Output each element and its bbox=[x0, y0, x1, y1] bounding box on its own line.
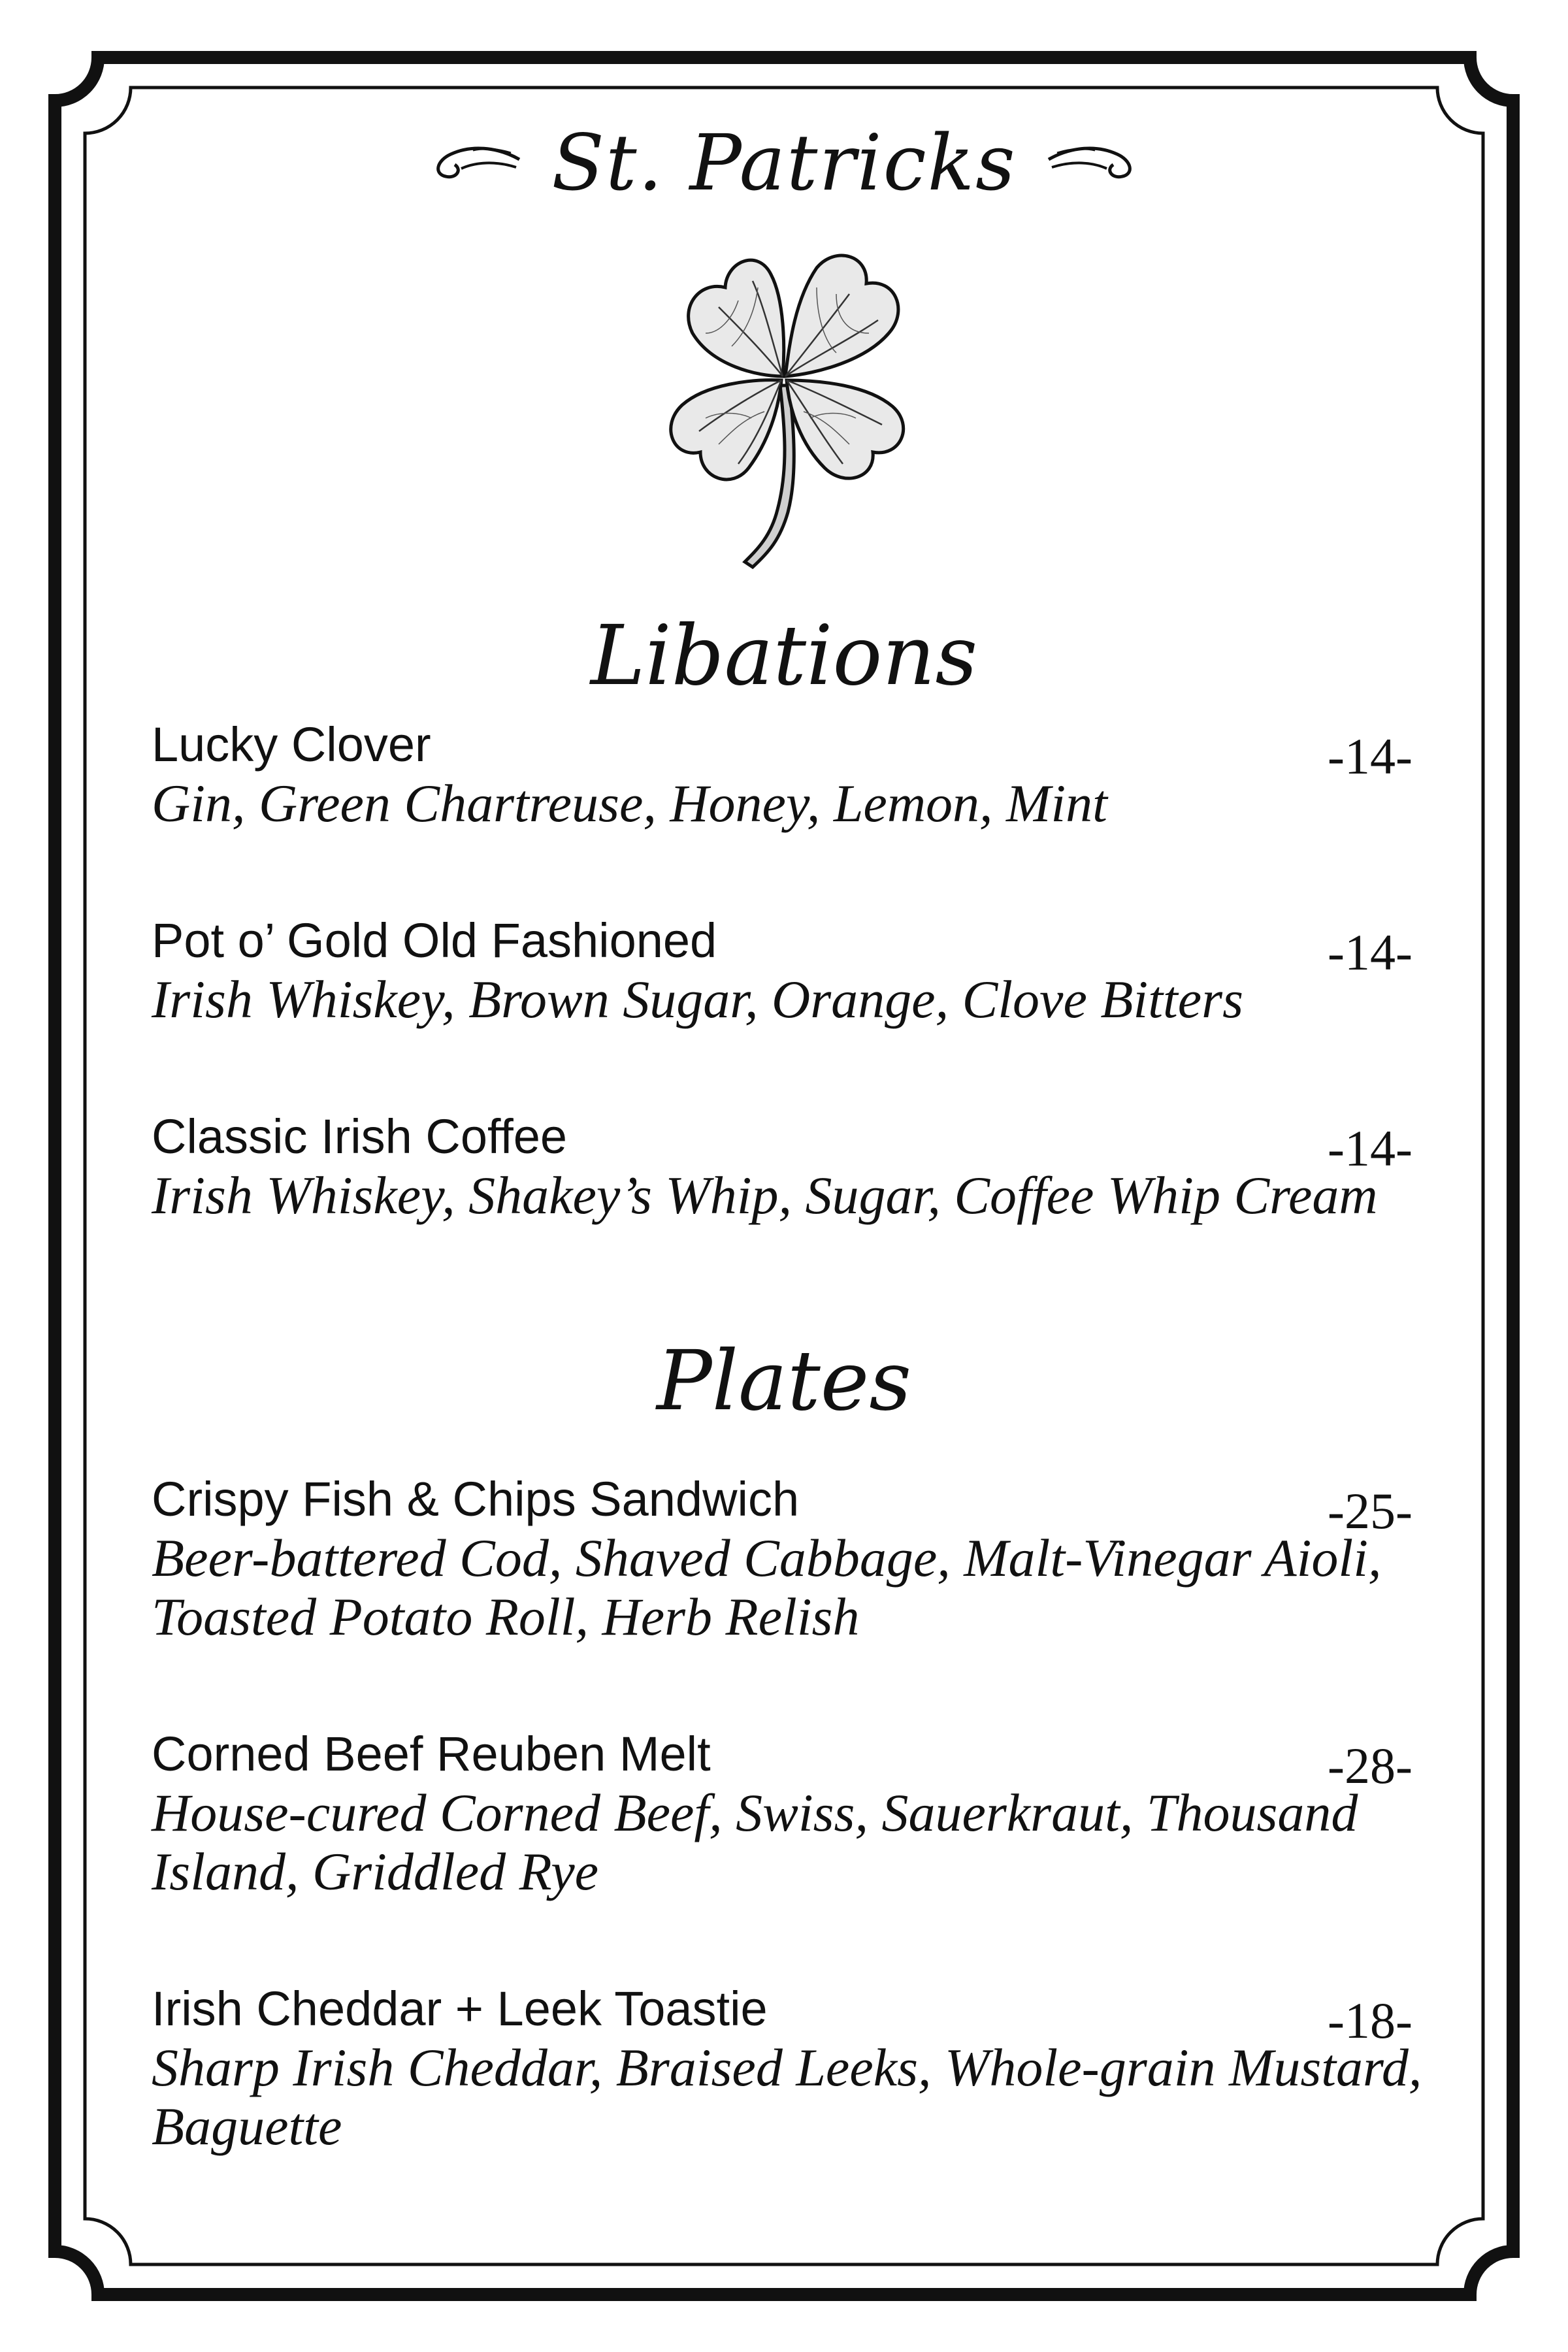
item-description: Sharp Irish Cheddar, Braised Leeks, Whole-grain Mustard, Baguette bbox=[152, 2038, 1422, 2156]
menu-item bbox=[152, 1725, 1426, 1901]
scroll-flourish-right-icon bbox=[1045, 133, 1143, 192]
section-heading-libations: Libations bbox=[590, 608, 978, 704]
menu-title: St. Patricks bbox=[551, 118, 1017, 208]
title-row bbox=[0, 118, 1568, 208]
four-leaf-clover-icon bbox=[640, 222, 928, 588]
item-description: Beer-battered Cod, Shaved Cabbage, Malt-Vinegar Aioli, Toasted Potato Roll, Herb Relish bbox=[152, 1528, 1382, 1646]
item-price: -28- bbox=[1328, 1737, 1413, 1794]
menu-item bbox=[152, 715, 1426, 833]
item-price: -25- bbox=[1328, 1482, 1413, 1539]
item-description: Irish Whiskey, Shakey’s Whip, Sugar, Coffee Whip Cream bbox=[152, 1166, 1378, 1225]
section-heading-plates: Plates bbox=[656, 1333, 912, 1429]
scroll-flourish-left-icon bbox=[425, 133, 523, 192]
item-name: Crispy Fish & Chips Sandwich bbox=[152, 1472, 800, 1526]
menu-item bbox=[152, 1470, 1426, 1646]
item-name: Lucky Clover bbox=[152, 717, 431, 772]
item-description: Gin, Green Chartreuse, Honey, Lemon, Mint bbox=[152, 774, 1107, 833]
item-price: -14- bbox=[1328, 728, 1413, 785]
item-name: Corned Beef Reuben Melt bbox=[152, 1727, 711, 1781]
item-name: Classic Irish Coffee bbox=[152, 1109, 568, 1164]
item-price: -14- bbox=[1328, 924, 1413, 981]
menu-item bbox=[152, 911, 1426, 1029]
item-price: -14- bbox=[1328, 1120, 1413, 1177]
item-price: -18- bbox=[1328, 1992, 1413, 2049]
menu-item bbox=[152, 1107, 1426, 1225]
item-name: Pot o’ Gold Old Fashioned bbox=[152, 913, 717, 968]
item-name: Irish Cheddar + Leek Toastie bbox=[152, 1982, 768, 2036]
item-description: Irish Whiskey, Brown Sugar, Orange, Clove Bitters bbox=[152, 970, 1243, 1029]
item-description: House-cured Corned Beef, Swiss, Sauerkraut, Thousand Island, Griddled Rye bbox=[152, 1783, 1358, 1901]
menu-item bbox=[152, 1980, 1426, 2156]
